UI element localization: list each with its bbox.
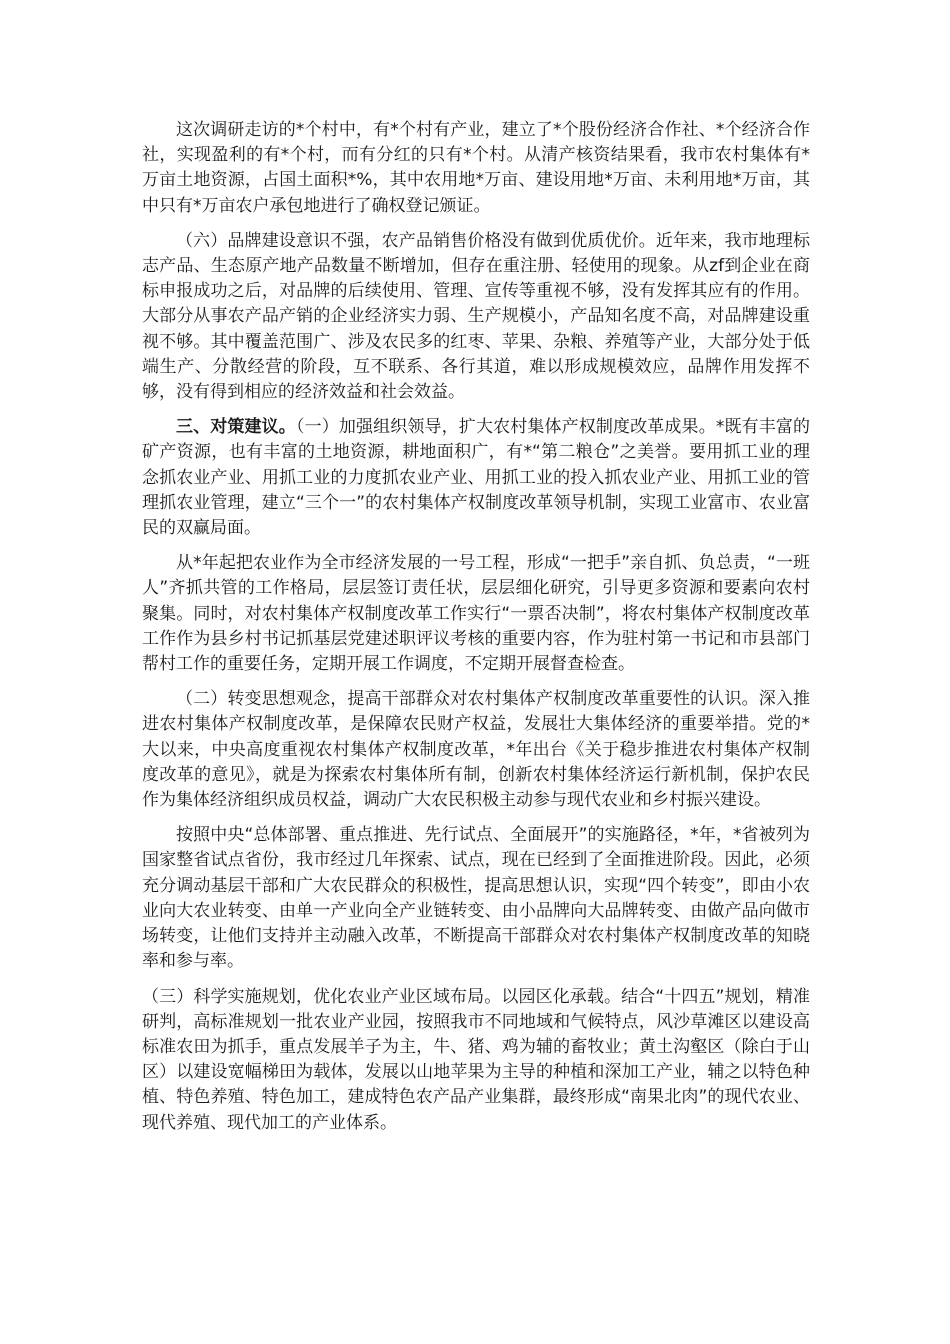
paragraph-brand-building: （六）品牌建设意识不强，农产品销售价格没有做到优质优价。近年来，我市地理标志产品、生态原产地产品数量不断增加，但存在重注册、轻使用的现象。从zf到企业在商标申报成功之后，对品牌的后续使用、管理、宣传等重视不够，没有发挥其应有的作用。大部分从事农产品产销的企业经济实力弱、生产规模小，产品知名度不高，对品牌建设重视不够。其中覆盖范围广、涉及农民多的红枣、苹果、杂粮、养殖等产业，大部分处于低端生产、分散经营的阶段，互不联系、各行其道，难以形成规模效应，品牌作用发挥不够，没有得到相应的经济效益和社会效益。	[142, 230, 810, 403]
document-body	[142, 118, 810, 1146]
paragraph-agriculture-priority: 从*年起把农业作为全市经济发展的一号工程，形成“一把手”亲自抓、负总责，“一班人”齐抓共管的工作格局，层层签订责任状，层层细化研究，引导更多资源和要素向农村聚集。同时，对农村集体产权制度改革工作实行“一票否决制”，将农村集体产权制度改革工作作为县乡村书记抓基层党建述职评议考核的重要内容，作为驻村第一书记和市县部门帮村工作的重要任务，定期开展工作调度，不定期开展督查检查。	[142, 553, 810, 675]
section-heading-countermeasures: 三、对策建议。	[176, 417, 296, 438]
paragraph-implementation-path: 按照中央“总体部署、重点推进、先行试点、全面展开”的实施路径，*年，*省被列为国家整省试点省份，我市经过几年探索、试点，现在已经到了全面推进阶段。因此，必须充分调动基层干部和广大农民群众的积极性，提高思想认识，实现“四个转变”，即由小农业向大农业转变、由单一产业向全产业链转变、由小品牌向大品牌转变、由做产品向做市场转变，让他们支持并主动融入改革，不断提高干部群众对农村集体产权制度改革的知晓率和参与率。	[142, 825, 810, 972]
paragraph-countermeasures	[142, 415, 810, 541]
paragraph-change-mindset: （二）转变思想观念，提高干部群众对农村集体产权制度改革重要性的认识。深入推进农村集体产权制度改革，是保障农民财产权益，发展壮大集体经济的重要举措。党的*大以来，中央高度重视农村集体产权制度改革，*年出台《关于稳步推进农村集体产权制度改革的意见》，就是为探索农村集体所有制，创新农村集体经济运行新机制，保护农民作为集体经济组织成员权益，调动广大农民积极主动参与现代农业和乡村振兴建设。	[142, 689, 810, 811]
paragraph-countermeasures-text: （一）加强组织领导，扩大农村集体产权制度改革成果。*既有丰富的矿产资源，也有丰富的土地资源，耕地面积广，有*“第二粮仓”之美誉。要用抓工业的理念抓农业产业、用抓工业的力度抓农业产业、用抓工业的投入抓农业产业、用抓工业的管理抓农业管理，建立“三个一”的农村集体产权制度改革领导机制，实现工业富市、农业富民的双赢局面。	[142, 417, 811, 539]
paragraph-planning-layout: （三）科学实施规划，优化农业产业区域布局。以园区化承载。结合“十四五”规划，精准研判，高标准规划一批农业产业园，按照我市不同地域和气候特点，风沙草滩区以建设高标准农田为抓手，重点发展羊子为主，牛、猪、鸡为辅的畜牧业；黄土沟壑区（除白于山区）以建设宽幅梯田为载体，发展以山地苹果为主导的种植和深加工产业，辅之以特色种植、特色养殖、特色加工，建成特色农产品产业集群，最终形成“南果北肉”的现代农业、现代养殖、现代加工的产业体系。	[142, 986, 810, 1133]
paragraph-survey-results: 这次调研走访的*个村中，有*个村有产业，建立了*个股份经济合作社、*个经济合作社，实现盈利的有*个村，而有分红的只有*个村。从清产核资结果看，我市农村集体有*万亩土地资源，占国土面积*%，其中农用地*万亩、建设用地*万亩、未利用地*万亩，其中只有*万亩农户承包地进行了确权登记颁证。	[142, 120, 810, 216]
